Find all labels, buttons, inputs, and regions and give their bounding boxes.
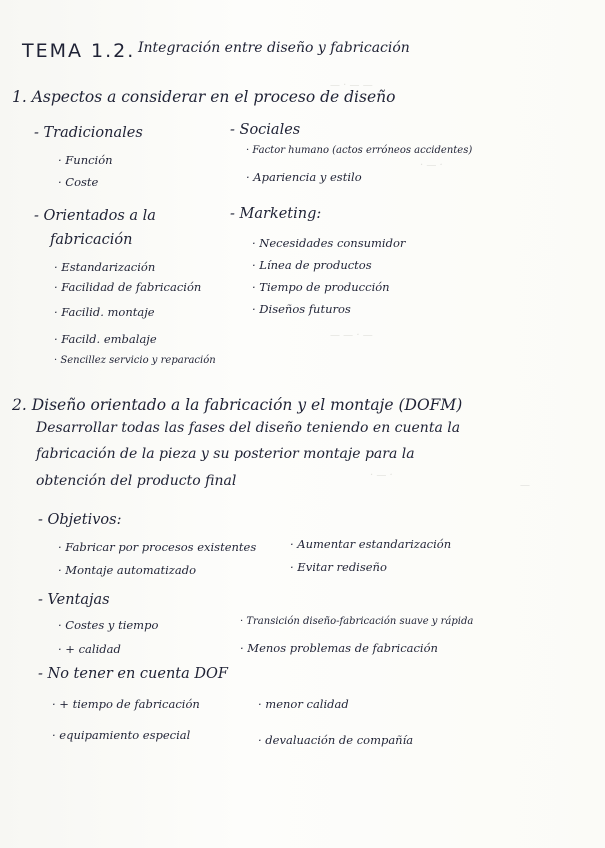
list-item: · Evitar rediseño bbox=[290, 560, 387, 574]
list-item: · equipamiento especial bbox=[52, 728, 191, 742]
paragraph-line: obtención del producto final bbox=[36, 473, 237, 489]
list-item: · Montaje automatizado bbox=[58, 563, 196, 577]
bleed-through-text: · — · bbox=[420, 160, 443, 171]
list-item: · Transición diseño-fabricación suave y rápida bbox=[240, 616, 474, 627]
marketing-label: - Marketing: bbox=[230, 206, 322, 222]
list-item: · Coste bbox=[58, 175, 99, 189]
list-item: · Aumentar estandarización bbox=[290, 537, 452, 551]
paragraph-line: fabricación de la pieza y su posterior montaje para la bbox=[36, 446, 415, 462]
bleed-through-text: · — · bbox=[370, 470, 393, 481]
list-item: · Facild. embalaje bbox=[54, 332, 157, 346]
sociales-label: - Sociales bbox=[230, 122, 301, 138]
paragraph-line: Desarrollar todas las fases del diseño teniendo en cuenta la bbox=[36, 420, 461, 436]
list-item: · Costes y tiempo bbox=[58, 618, 159, 632]
page-subtitle: Integración entre diseño y fabricación bbox=[138, 40, 410, 56]
no-dof-label: - No tener en cuenta DOF bbox=[38, 666, 228, 682]
list-item: · Diseños futuros bbox=[252, 302, 351, 316]
page-title: TEMA 1.2. bbox=[22, 40, 136, 62]
bleed-through-text: — — · — bbox=[330, 330, 373, 341]
objetivos-label: - Objetivos: bbox=[38, 512, 122, 528]
list-item: · Menos problemas de fabricación bbox=[240, 641, 438, 655]
fabricacion-label-cont: fabricación bbox=[50, 232, 133, 248]
bleed-through-text: — bbox=[520, 480, 530, 491]
list-item: · Factor humano (actos erróneos accidentes) bbox=[246, 145, 473, 156]
tradicionales-label: - Tradicionales bbox=[34, 125, 143, 141]
list-item: · Estandarización bbox=[54, 260, 156, 274]
list-item: · devaluación de compañía bbox=[258, 733, 414, 747]
list-item: · Tiempo de producción bbox=[252, 280, 390, 294]
bleed-through-text: — · — — bbox=[330, 80, 373, 91]
fabricacion-label: - Orientados a la bbox=[34, 208, 156, 224]
section1-heading: 1. Aspectos a considerar en el proceso de diseño bbox=[12, 88, 396, 106]
list-item: · Necesidades consumidor bbox=[252, 236, 406, 250]
list-item: · + calidad bbox=[58, 642, 121, 656]
list-item: · Línea de productos bbox=[252, 258, 372, 272]
list-item: · Apariencia y estilo bbox=[246, 170, 362, 184]
list-item: · menor calidad bbox=[258, 697, 349, 711]
list-item: · Función bbox=[58, 153, 113, 167]
list-item: · + tiempo de fabricación bbox=[52, 697, 200, 711]
list-item: · Sencillez servicio y reparación bbox=[54, 355, 216, 366]
ventajas-label: - Ventajas bbox=[38, 592, 110, 608]
list-item: · Fabricar por procesos existentes bbox=[58, 540, 257, 554]
section2-heading: 2. Diseño orientado a la fabricación y el montaje (DOFM) bbox=[12, 396, 463, 414]
list-item: · Facilid. montaje bbox=[54, 305, 155, 319]
list-item: · Facilidad de fabricación bbox=[54, 280, 202, 294]
